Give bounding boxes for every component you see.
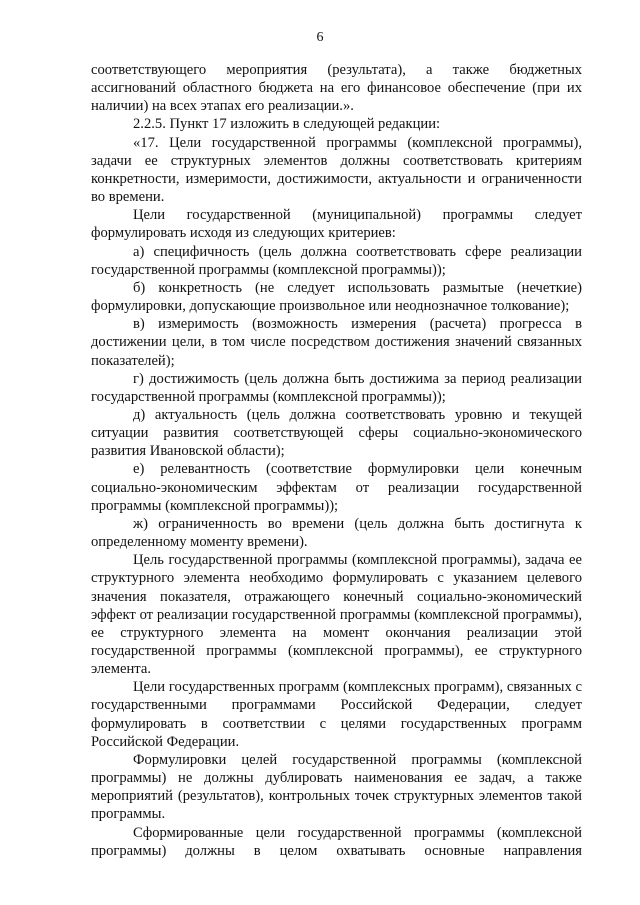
- list-item: а) специфичность (цель должна соответствовать сфере реализации государственной программы (комплексной программы));: [91, 243, 582, 278]
- list-item: в) измеримость (возможность измерения (расчета) прогресса в достижении цели, в том числе посредством достижения значений связанных показателей);: [91, 316, 582, 369]
- page-number: 6: [316, 30, 324, 45]
- list-item: г) достижимость (цель должна быть достижима за период реализации государственной программы (комплексной программы));: [91, 370, 582, 405]
- paragraph: 2.2.5. Пункт 17 изложить в следующей редакции:: [133, 116, 441, 133]
- list-item: д) актуальность (цель должна соответствовать уровню и текущей ситуации развития соответствующей сферы социально-экономического развития Ивановской области);: [91, 406, 582, 460]
- list-item: е) релевантность (соответствие формулировки цели конечным социально-экономическим эффектам от реализации государственной программы (комплексной программы));: [91, 461, 582, 514]
- paragraph: соответствующего мероприятия (результата), а также бюджетных ассигнований областного бюджета на его финансовое обеспечение (при их наличии) на всех этапах его реализации.».: [91, 62, 582, 115]
- paragraph: «17. Цели государственной программы (комплексной программы), задачи ее структурных элементов должны соответствовать критериям конкретности, измеримости, достижимости, актуальности и ограниченности во времени.: [91, 134, 582, 206]
- list-item: ж) ограниченность во времени (цель должна быть достигнута к определенному моменту времени).: [91, 515, 582, 551]
- paragraph: Цели государственных программ (комплексных программ), связанных с государственными программами Российской Федерации, следует формулировать в соответствии с целями государственных программ Российской Федерации.: [91, 679, 582, 750]
- paragraph: Цели государственной (муниципальной) программы следует формулировать исходя из следующих критериев:: [91, 207, 582, 242]
- paragraph: Формулировки целей государственной программы (комплексной программы) не должны дублировать наименования ее задач, а также мероприятий (результатов), контрольных точек структурных элементов такой программы.: [91, 751, 582, 823]
- paragraph: Цель государственной программы (комплексной программы), задача ее структурного элемента необходимо формулировать с указанием целевого значения показателя, отражающего конечный социально-экономический эффект от реализации государственной программы (комплексной программы), ее структурного элемента на момент окончания реализации этой государственной программы (комплексной программы), ее структурного элемента.: [91, 552, 582, 678]
- document-body: [91, 61, 582, 860]
- list-item: б) конкретность (не следует использовать размытые (нечеткие) формулировки, допускающие произвольное или неоднозначное толкование);: [91, 279, 582, 315]
- paragraph: Сформированные цели государственной программы (комплексной программы) должны в целом охватывать основные направления: [91, 824, 582, 859]
